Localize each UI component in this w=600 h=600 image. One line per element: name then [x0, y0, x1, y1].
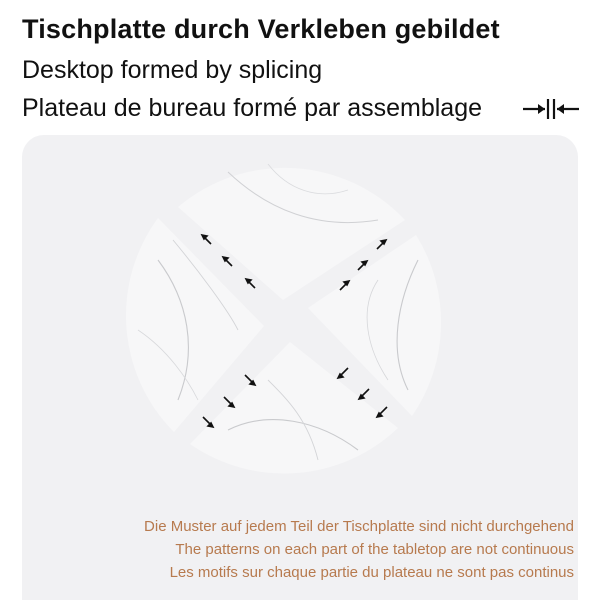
marble-tabletop: [118, 150, 448, 480]
small-arrow-icon: [377, 407, 387, 417]
small-arrow-icon: [338, 368, 348, 378]
small-arrow-icon: [358, 261, 367, 270]
small-arrow-icon: [223, 257, 232, 266]
note-french: Les motifs sur chaque partie du plateau ne sont pas continus: [169, 564, 574, 581]
small-arrow-icon: [203, 417, 213, 427]
arrows-converge-icon: [521, 96, 581, 122]
small-arrow-icon: [377, 240, 386, 249]
heading-german: Tischplatte durch Verkleben gebildet: [22, 14, 500, 44]
note-german: Die Muster auf jedem Teil der Tischplatte sind nicht durchgehend: [144, 518, 574, 535]
heading-english: Desktop formed by splicing: [22, 56, 323, 84]
heading-french: Plateau de bureau formé par assemblage: [22, 94, 483, 122]
note-english: The patterns on each part of the tabletop are not continuous: [175, 541, 574, 558]
small-arrow-icon: [359, 389, 369, 399]
small-arrow-icon: [202, 235, 211, 244]
small-arrow-icon: [246, 279, 255, 288]
